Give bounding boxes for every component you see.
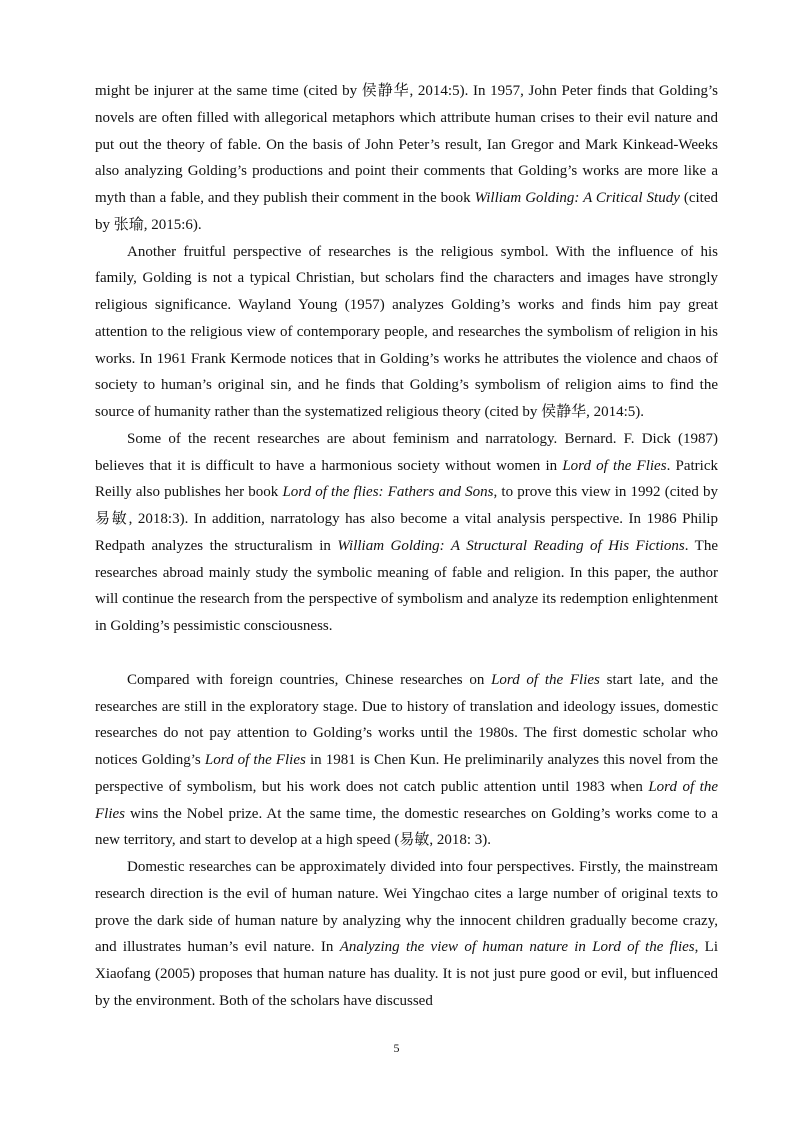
italic-title-run: Lord of the Flies <box>204 752 306 768</box>
text-run: . The researches abroad mainly study the symbolic meaning of fable and religion. In this paper, the author will continue the research from the perspective of symbolism and analyze its redemption enlightenment in Golding’s pessimistic consciousness. <box>95 537 718 634</box>
italic-title-run: Lord of the flies: Fathers and Sons <box>282 484 494 501</box>
italic-title-run: Analyzing the view of human nature in Lord of the flies <box>339 939 695 956</box>
paragraph-1 <box>95 78 718 239</box>
text-run: Compared with foreign countries, Chinese researches on <box>127 671 492 688</box>
paragraph-4 <box>95 667 718 854</box>
section-gap <box>95 640 718 667</box>
italic-title-run: Lord of the Flies <box>562 457 667 474</box>
text-run: wins the Nobel prize. At the same time, the domestic researches on Golding’s works come to a new territory, and start to develop at a high speed (易敏, 2018: 3). <box>95 805 718 849</box>
paragraph-3 <box>95 426 718 640</box>
text-run: , to prove this view in 1992 (cited by 易敏, 2018:3). In addition, narratology has also become a vital analysis perspective. In 1986 Philip Redpath analyzes the structuralism in <box>95 484 718 554</box>
text-run: . Patrick Reilly also publishes her book <box>95 457 719 501</box>
text-run: Domestic researches can be approximately divided into four perspectives. Firstly, the mainstream research direction is the evil of human nature. Wei Yingchao cites a large number of original texts to prove the dark side of human nature by analyzing why the innocent children gradually become crazy, and illustrates human’s evil nature. In <box>95 859 718 956</box>
text-run: Another fruitful perspective of researches is the religious symbol. With the influence of his family, Golding is not a typical Christian, but scholars find the characters and images have strongly religious significance. Wayland Young (1957) analyzes Golding’s works and finds him pay great attention to the religious view of contemporary people, and researches the symbolism of religion in his works. In 1961 Frank Kermode notices that in Golding’s works he attributes the violence and chaos of society to human’s original sin, and he finds that Golding’s symbolism of religion aims to find the source of humanity rather than the systematized religious theory (cited by 侯静华, 2014:5). <box>95 243 718 420</box>
text-run: might be injurer at the same time (cited by 侯静华, 2014:5). In 1957, John Peter finds that Golding’s novels are often filled with allegorical metaphors which attribute human crises to their evil nature and put out the theory of fable. On the basis of John Peter’s result, Ian Gregor and Mark Kinkead-Weeks also analyzing Golding’s productions and point their comments that Golding’s works are more like a myth than a fable, and they publish their comment in the book <box>95 83 718 206</box>
text-run: , Li Xiaofang (2005) proposes that human nature has duality. It is not just pure good or evil, but influenced by the environment. Both of the scholars have discussed <box>95 939 718 1009</box>
text-run: Some of the recent researches are about feminism and narratology. Bernard. F. Dick (1987) believes that it is difficult to have a harmonious society without women in <box>95 430 718 474</box>
paragraph-2 <box>95 239 718 426</box>
italic-title-run: William Golding: A Structural Reading of His Fictions <box>337 537 685 554</box>
italic-title-run: William Golding: A Critical Study <box>474 190 680 206</box>
text-run: in 1981 is Chen Kun. He preliminarily analyzes this novel from the perspective of symbolism, but his work does not catch public attention until 1983 when <box>95 752 719 795</box>
text-run: start late, and the researches are still in the exploratory stage. Due to history of translation and ideology issues, domestic researches do not pay attention to Golding’s works until the 1980s. The first domestic scholar who notices Golding’s <box>95 671 718 768</box>
paragraph-5 <box>95 854 718 1015</box>
italic-title-run: Lord of the Flies <box>95 778 718 822</box>
text-run: (cited by 张瑜, 2015:6). <box>95 190 719 233</box>
body-text <box>95 78 718 1015</box>
italic-title-run: Lord of the Flies <box>491 671 600 688</box>
page-number: 5 <box>393 1041 400 1055</box>
